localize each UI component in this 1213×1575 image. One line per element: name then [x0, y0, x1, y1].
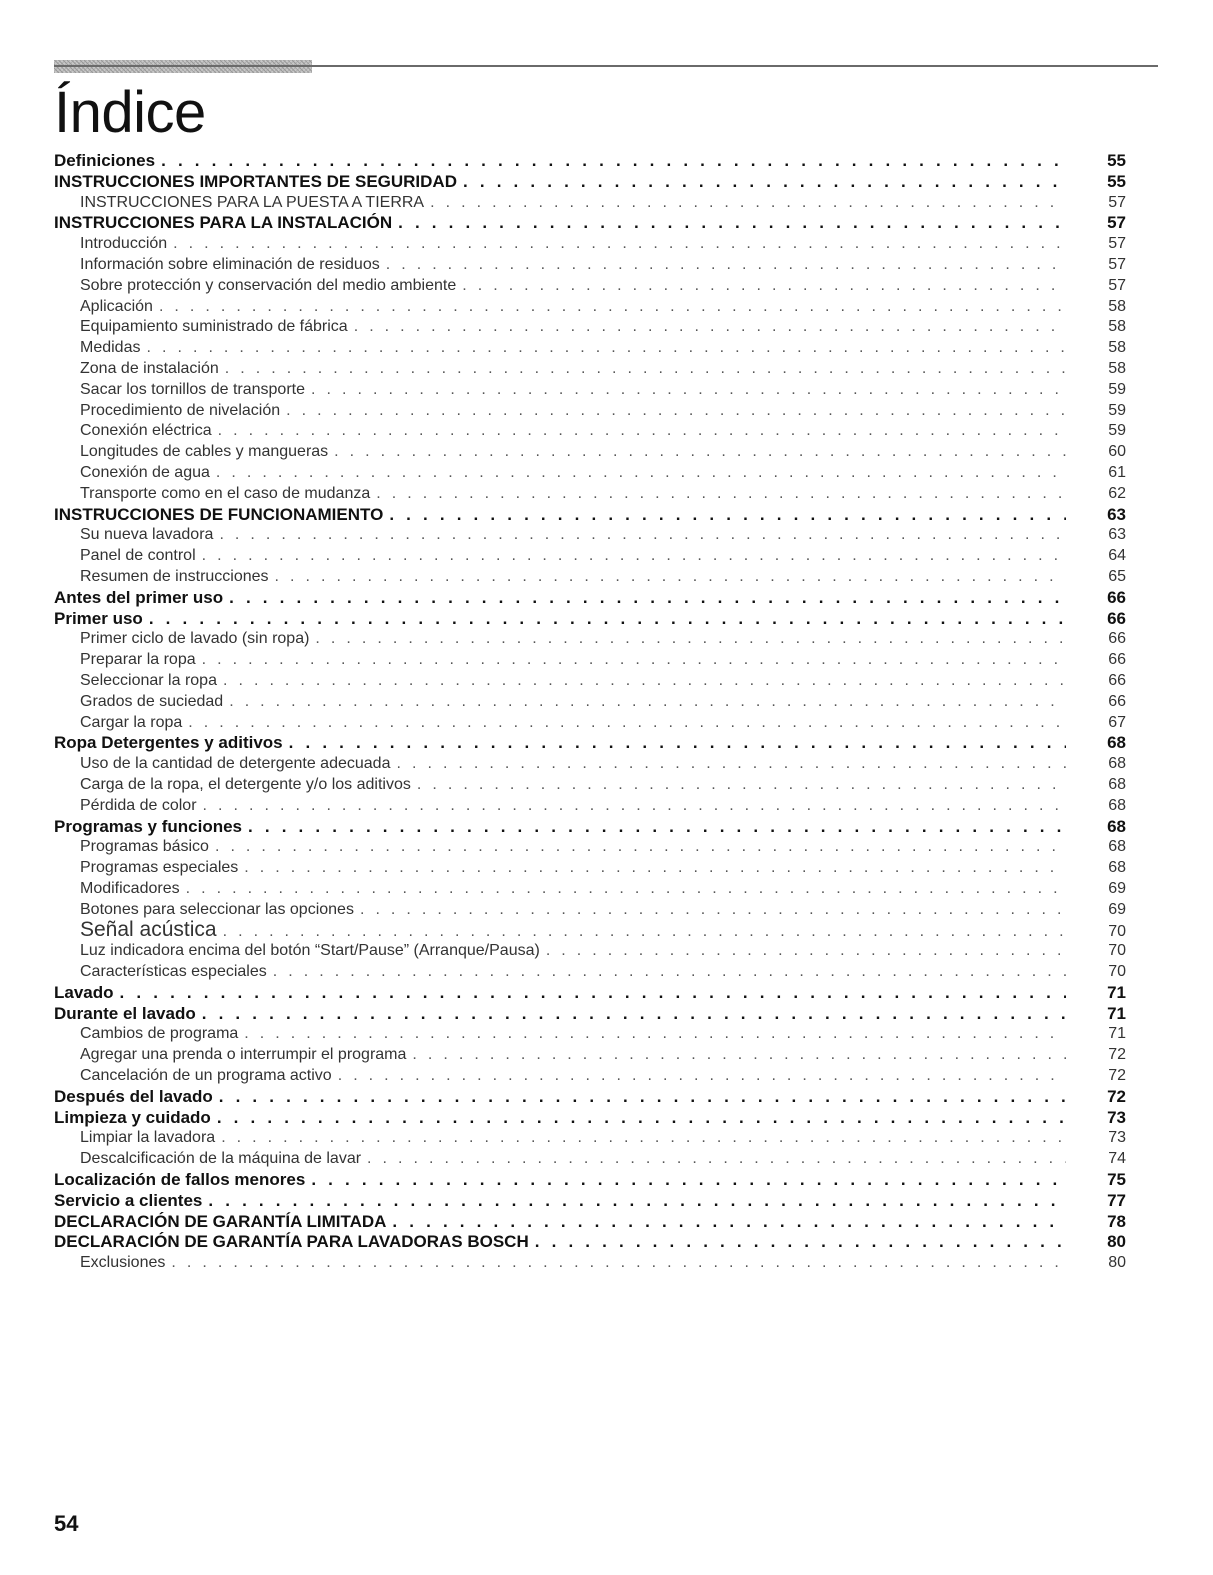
- toc-dot-leader: [412, 1045, 1066, 1066]
- toc-entry-label: Limpieza y cuidado: [54, 1107, 211, 1127]
- toc-dot-leader: [216, 463, 1066, 484]
- toc-subsection-entry: [54, 837, 1126, 858]
- toc-entry-label: DECLARACIÓN DE GARANTÍA LIMITADA: [54, 1211, 387, 1231]
- toc-subsection-entry: [54, 297, 1126, 318]
- toc-subsection-entry: [54, 463, 1126, 484]
- toc-subsection-entry: [54, 401, 1126, 422]
- toc-section-entry: [54, 817, 1126, 838]
- toc-section-entry: [54, 733, 1126, 754]
- toc-dot-leader: [535, 1232, 1066, 1253]
- toc-dot-leader: [417, 775, 1066, 796]
- toc-entry-page-number: 58: [1108, 297, 1126, 315]
- toc-dot-leader: [229, 692, 1066, 713]
- toc-dot-leader: [430, 193, 1066, 214]
- toc-entry-label: DECLARACIÓN DE GARANTÍA PARA LAVADORAS BOSCH: [54, 1232, 529, 1252]
- toc-dot-leader: [203, 796, 1066, 817]
- toc-subsection-entry: [54, 193, 1126, 214]
- page-title: Índice: [54, 80, 206, 145]
- toc-subsection-entry: [54, 234, 1126, 255]
- toc-dot-leader: [244, 1024, 1066, 1045]
- toc-entry-label: Luz indicadora encima del botón “Start/Pause” (Arranque/Pausa): [80, 942, 540, 960]
- toc-subsection-entry: [54, 338, 1126, 359]
- toc-entry-page-number: 67: [1108, 713, 1126, 731]
- toc-entry-label: Antes del primer uso: [54, 587, 224, 607]
- toc-subsection-entry: [54, 941, 1126, 962]
- table-of-contents: [54, 151, 1126, 1274]
- toc-dot-leader: [202, 650, 1066, 671]
- toc-dot-leader: [225, 359, 1066, 380]
- toc-entry-label: Carga de la ropa, el detergente y/o los aditivos: [80, 775, 411, 793]
- toc-entry-page-number: 68: [1107, 816, 1126, 836]
- toc-entry-page-number: 64: [1108, 547, 1126, 565]
- toc-entry-label: Sacar los tornillos de transporte: [80, 380, 305, 398]
- toc-entry-label: Sobre protección y conservación del medio ambiente: [80, 276, 457, 294]
- toc-subsection-entry: [54, 255, 1126, 276]
- toc-section-entry: [54, 1004, 1126, 1025]
- toc-entry-label: Conexión de agua: [80, 463, 210, 481]
- toc-entry-page-number: 70: [1108, 923, 1126, 941]
- toc-entry-page-number: 77: [1107, 1190, 1126, 1210]
- toc-dot-leader: [273, 962, 1066, 983]
- toc-entry-page-number: 71: [1107, 1003, 1126, 1023]
- toc-entry-label: Pérdida de color: [80, 796, 197, 814]
- toc-dot-leader: [289, 733, 1066, 754]
- toc-entry-label: Aplicación: [80, 297, 153, 315]
- toc-dot-leader: [186, 879, 1066, 900]
- toc-entry-label: Zona de instalación: [80, 359, 219, 377]
- toc-dot-leader: [386, 255, 1066, 276]
- toc-entry-page-number: 55: [1107, 151, 1126, 170]
- toc-subsection-entry: [54, 1024, 1126, 1045]
- toc-dot-leader: [286, 401, 1066, 422]
- toc-entry-page-number: 68: [1108, 859, 1126, 877]
- toc-dot-leader: [218, 421, 1066, 442]
- toc-dot-leader: [248, 817, 1066, 838]
- toc-dot-leader: [338, 1066, 1066, 1087]
- toc-entry-page-number: 72: [1107, 1086, 1126, 1106]
- toc-dot-leader: [161, 151, 1066, 172]
- toc-subsection-entry: [54, 484, 1126, 505]
- toc-dot-leader: [188, 713, 1066, 734]
- toc-entry-page-number: 66: [1108, 692, 1126, 710]
- toc-section-entry: [54, 1232, 1126, 1253]
- toc-entry-page-number: 60: [1108, 443, 1126, 461]
- toc-dot-leader: [120, 983, 1066, 1004]
- toc-dot-leader: [202, 1004, 1066, 1025]
- toc-entry-label: Transporte como en el caso de mudanza: [80, 484, 371, 502]
- toc-subsection-entry: [54, 1253, 1126, 1274]
- toc-entry-label: Seleccionar la ropa: [80, 671, 217, 689]
- toc-subsection-entry: [54, 858, 1126, 879]
- toc-entry-label: Conexión eléctrica: [80, 422, 212, 440]
- toc-entry-label: Su nueva lavadora: [80, 526, 214, 544]
- toc-dot-leader: [376, 484, 1066, 505]
- toc-entry-label: Cancelación de un programa activo: [80, 1067, 332, 1085]
- toc-subsection-entry: [54, 276, 1126, 297]
- toc-subsection-entry: [54, 380, 1126, 401]
- toc-entry-label: Medidas: [80, 339, 141, 357]
- toc-entry-page-number: 73: [1107, 1107, 1126, 1127]
- toc-entry-label: Exclusiones: [80, 1254, 166, 1272]
- toc-entry-label: Cargar la ropa: [80, 713, 183, 731]
- toc-entry-page-number: 68: [1108, 775, 1126, 793]
- toc-dot-leader: [202, 546, 1066, 567]
- toc-entry-page-number: 71: [1108, 1025, 1126, 1043]
- toc-dot-leader: [546, 941, 1066, 962]
- toc-section-entry: [54, 172, 1126, 193]
- toc-entry-page-number: 57: [1108, 235, 1126, 253]
- toc-entry-page-number: 59: [1108, 422, 1126, 440]
- toc-entry-label: Programas especiales: [80, 859, 239, 877]
- toc-dot-leader: [223, 671, 1066, 692]
- toc-entry-label: Botones para seleccionar las opciones: [80, 900, 354, 918]
- toc-dot-leader: [146, 338, 1066, 359]
- toc-subsection-entry: [54, 1066, 1126, 1087]
- toc-entry-page-number: 69: [1108, 879, 1126, 897]
- toc-subsection-entry: [54, 920, 1126, 941]
- toc-section-entry: [54, 1191, 1126, 1212]
- toc-entry-page-number: 58: [1108, 318, 1126, 336]
- toc-entry-page-number: 72: [1108, 1046, 1126, 1064]
- toc-dot-leader: [315, 629, 1066, 650]
- toc-entry-label: Preparar la ropa: [80, 651, 196, 669]
- toc-entry-page-number: 68: [1108, 838, 1126, 856]
- toc-section-entry: [54, 1170, 1126, 1191]
- page-number: 54: [54, 1511, 79, 1536]
- toc-entry-page-number: 73: [1108, 1129, 1126, 1147]
- toc-entry-page-number: 59: [1108, 401, 1126, 419]
- toc-entry-label: Señal acústica: [80, 920, 217, 942]
- toc-section-entry: [54, 609, 1126, 630]
- toc-dot-leader: [219, 1087, 1066, 1108]
- toc-dot-leader: [149, 609, 1066, 630]
- toc-section-entry: [54, 983, 1126, 1004]
- toc-entry-label: Después del lavado: [54, 1086, 213, 1106]
- toc-dot-leader: [173, 234, 1066, 255]
- toc-entry-label: Descalcificación de la máquina de lavar: [80, 1150, 362, 1168]
- toc-entry-label: Longitudes de cables y mangueras: [80, 443, 329, 461]
- toc-dot-leader: [208, 1191, 1066, 1212]
- toc-entry-page-number: 58: [1108, 339, 1126, 357]
- toc-entry-label: Programas básico: [80, 838, 209, 856]
- toc-subsection-entry: [54, 900, 1126, 921]
- toc-entry-label: Primer ciclo de lavado (sin ropa): [80, 630, 310, 648]
- toc-section-entry: [54, 1212, 1126, 1233]
- toc-subsection-entry: [54, 1149, 1126, 1170]
- toc-entry-page-number: 68: [1108, 796, 1126, 814]
- toc-subsection-entry: [54, 567, 1126, 588]
- toc-entry-page-number: 61: [1108, 463, 1126, 481]
- toc-subsection-entry: [54, 713, 1126, 734]
- toc-dot-leader: [398, 213, 1066, 234]
- header-rule: [54, 65, 1158, 67]
- toc-subsection-entry: [54, 359, 1126, 380]
- toc-dot-leader: [354, 317, 1066, 338]
- toc-entry-label: Procedimiento de nivelación: [80, 401, 281, 419]
- toc-entry-label: Programas y funciones: [54, 816, 243, 836]
- toc-entry-label: Agregar una prenda o interrumpir el programa: [80, 1046, 407, 1064]
- toc-subsection-entry: [54, 442, 1126, 463]
- toc-entry-page-number: 71: [1107, 982, 1126, 1002]
- toc-entry-label: Lavado: [54, 982, 114, 1002]
- toc-entry-label: Información sobre eliminación de residuos: [80, 255, 380, 273]
- toc-subsection-entry: [54, 671, 1126, 692]
- toc-subsection-entry: [54, 1128, 1126, 1149]
- toc-entry-label: Durante el lavado: [54, 1003, 196, 1023]
- toc-entry-page-number: 66: [1107, 587, 1126, 607]
- toc-subsection-entry: [54, 650, 1126, 671]
- toc-entry-label: Servicio a clientes: [54, 1190, 203, 1210]
- toc-entry-label: Limpiar la lavadora: [80, 1129, 216, 1147]
- toc-entry-page-number: 66: [1108, 651, 1126, 669]
- toc-entry-label: INSTRUCCIONES DE FUNCIONAMIENTO: [54, 504, 384, 524]
- toc-entry-page-number: 80: [1108, 1254, 1126, 1272]
- toc-dot-leader: [223, 922, 1066, 941]
- toc-entry-page-number: 66: [1108, 630, 1126, 648]
- toc-dot-leader: [463, 172, 1066, 193]
- toc-dot-leader: [392, 1212, 1066, 1233]
- toc-dot-leader: [367, 1149, 1066, 1170]
- toc-section-entry: [54, 151, 1126, 172]
- toc-entry-page-number: 59: [1108, 380, 1126, 398]
- toc-subsection-entry: [54, 525, 1126, 546]
- toc-dot-leader: [215, 837, 1066, 858]
- toc-dot-leader: [311, 1170, 1066, 1191]
- toc-subsection-entry: [54, 796, 1126, 817]
- toc-entry-page-number: 57: [1108, 255, 1126, 273]
- toc-subsection-entry: [54, 754, 1126, 775]
- toc-dot-leader: [334, 442, 1066, 463]
- toc-entry-label: INSTRUCCIONES IMPORTANTES DE SEGURIDAD: [54, 171, 457, 191]
- toc-entry-page-number: 68: [1107, 733, 1126, 753]
- toc-subsection-entry: [54, 962, 1126, 983]
- toc-entry-page-number: 63: [1108, 526, 1126, 544]
- toc-subsection-entry: [54, 692, 1126, 713]
- toc-dot-leader: [244, 858, 1066, 879]
- toc-dot-leader: [229, 588, 1066, 609]
- toc-entry-label: Definiciones: [54, 151, 156, 170]
- toc-entry-label: Cambios de programa: [80, 1025, 239, 1043]
- toc-entry-page-number: 57: [1108, 193, 1126, 211]
- toc-subsection-entry: [54, 1045, 1126, 1066]
- toc-dot-leader: [217, 1108, 1066, 1129]
- toc-entry-page-number: 65: [1108, 567, 1126, 585]
- toc-section-entry: [54, 588, 1126, 609]
- toc-entry-label: Localización de fallos menores: [54, 1170, 306, 1190]
- toc-entry-page-number: 66: [1108, 671, 1126, 689]
- toc-entry-page-number: 75: [1107, 1170, 1126, 1190]
- toc-entry-label: Resumen de instrucciones: [80, 567, 269, 585]
- toc-entry-label: Ropa Detergentes y aditivos: [54, 733, 283, 753]
- toc-entry-label: Uso de la cantidad de detergente adecuada: [80, 755, 391, 773]
- toc-dot-leader: [389, 505, 1066, 526]
- toc-entry-page-number: 66: [1107, 608, 1126, 628]
- toc-subsection-entry: [54, 421, 1126, 442]
- toc-entry-page-number: 74: [1108, 1150, 1126, 1168]
- toc-dot-leader: [360, 900, 1066, 921]
- toc-entry-page-number: 68: [1108, 755, 1126, 773]
- toc-dot-leader: [219, 525, 1066, 546]
- toc-entry-page-number: 78: [1107, 1211, 1126, 1231]
- toc-subsection-entry: [54, 879, 1126, 900]
- toc-entry-page-number: 80: [1107, 1232, 1126, 1252]
- toc-subsection-entry: [54, 546, 1126, 567]
- toc-entry-label: Equipamiento suministrado de fábrica: [80, 318, 348, 336]
- toc-dot-leader: [462, 276, 1066, 297]
- toc-section-entry: [54, 505, 1126, 526]
- toc-entry-label: Modificadores: [80, 879, 180, 897]
- toc-entry-page-number: 70: [1108, 942, 1126, 960]
- toc-entry-page-number: 55: [1107, 171, 1126, 191]
- toc-dot-leader: [171, 1253, 1066, 1274]
- toc-dot-leader: [159, 297, 1066, 318]
- toc-subsection-entry: [54, 317, 1126, 338]
- toc-entry-page-number: 57: [1107, 213, 1126, 233]
- toc-entry-page-number: 57: [1108, 276, 1126, 294]
- toc-section-entry: [54, 1108, 1126, 1129]
- toc-dot-leader: [396, 754, 1066, 775]
- toc-subsection-entry: [54, 629, 1126, 650]
- toc-entry-label: Panel de control: [80, 547, 196, 565]
- toc-section-entry: [54, 213, 1126, 234]
- toc-entry-label: INSTRUCCIONES PARA LA INSTALACIÓN: [54, 213, 393, 233]
- toc-entry-label: Primer uso: [54, 608, 143, 628]
- toc-entry-page-number: 70: [1108, 963, 1126, 981]
- toc-dot-leader: [275, 567, 1066, 588]
- toc-entry-label: Introducción: [80, 235, 168, 253]
- toc-dot-leader: [311, 380, 1066, 401]
- toc-entry-page-number: 69: [1108, 900, 1126, 918]
- toc-subsection-entry: [54, 775, 1126, 796]
- toc-entry-label: Características especiales: [80, 963, 267, 981]
- toc-entry-page-number: 62: [1108, 484, 1126, 502]
- toc-section-entry: [54, 1087, 1126, 1108]
- toc-entry-label: Grados de suciedad: [80, 692, 224, 710]
- toc-entry-page-number: 63: [1107, 504, 1126, 524]
- toc-entry-label: INSTRUCCIONES PARA LA PUESTA A TIERRA: [80, 193, 425, 211]
- toc-entry-page-number: 72: [1108, 1067, 1126, 1085]
- toc-dot-leader: [221, 1128, 1066, 1149]
- toc-entry-page-number: 58: [1108, 359, 1126, 377]
